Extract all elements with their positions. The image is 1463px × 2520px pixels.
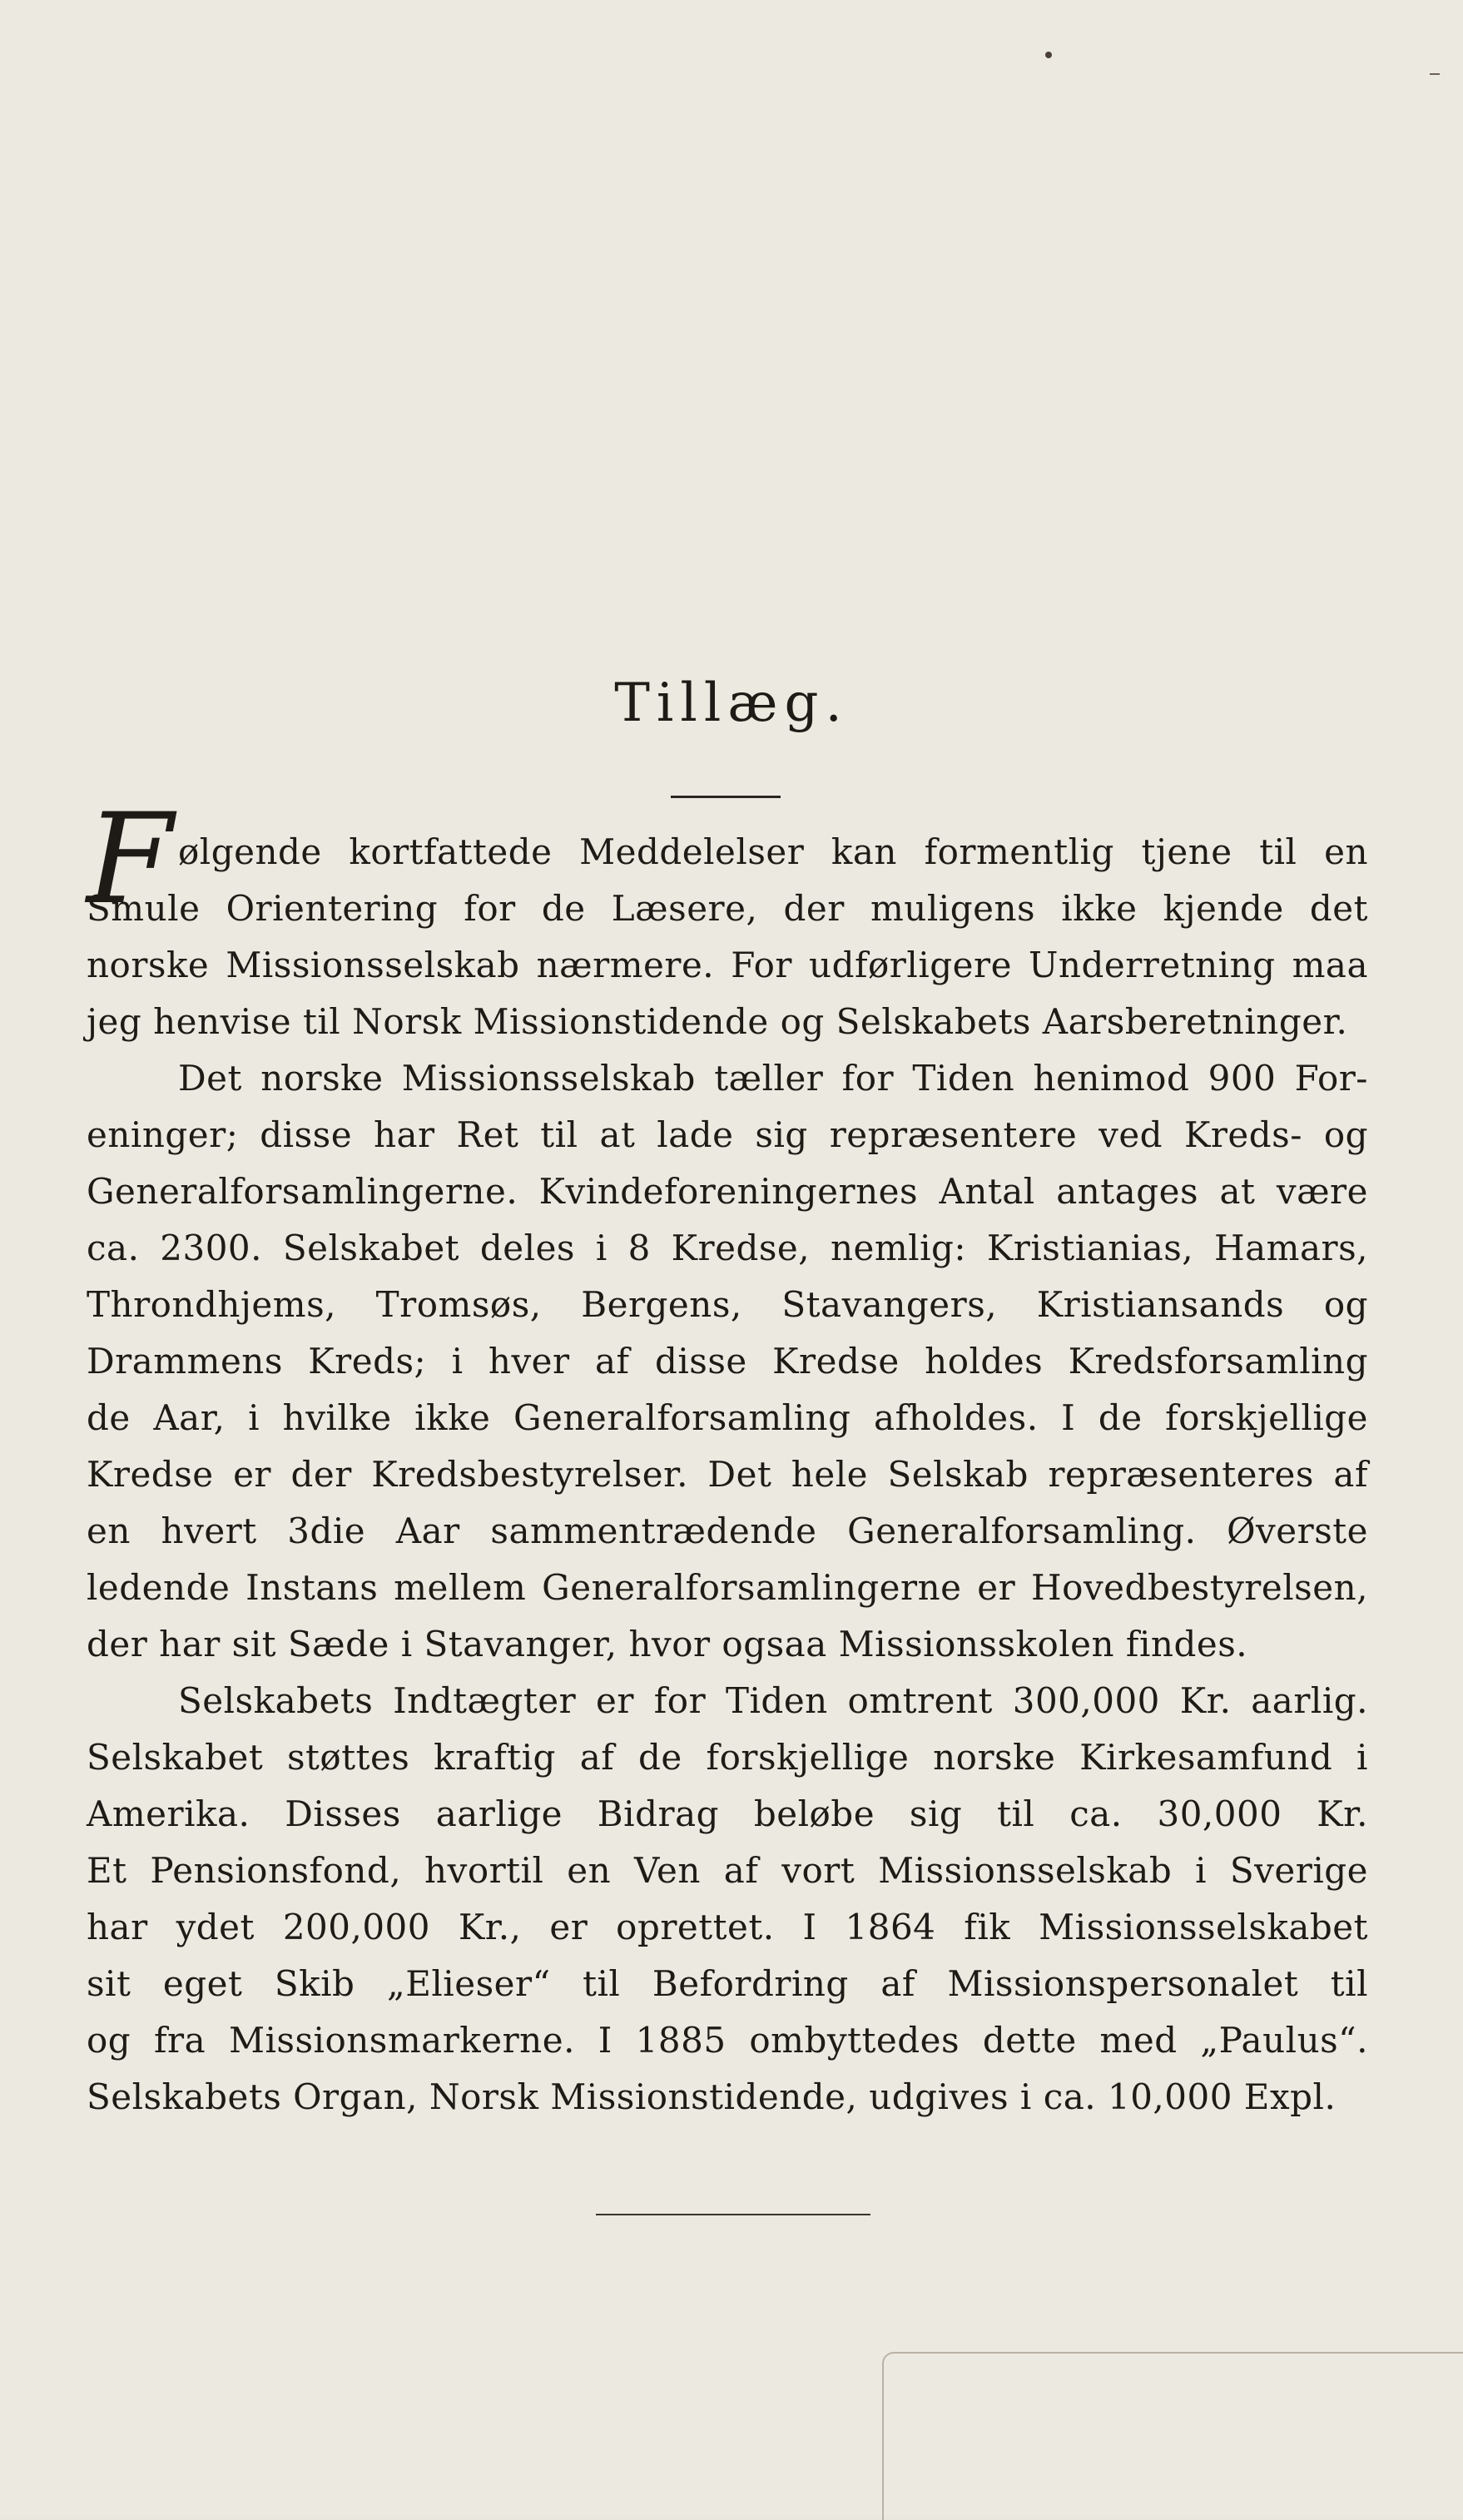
- text-line: Selskabets Organ, Norsk Missionstidende, udgives i ca. 10,000 Expl.: [87, 2076, 1337, 2117]
- text-line: en hvert 3die Aar sammentrædende Generalforsamling. Øverste: [87, 1511, 1368, 1551]
- text-line: der har sit Sæde i Stavanger, hvor ogsaa Missionsskolen findes.: [87, 1624, 1248, 1664]
- text-line: de Aar, i hvilke ikke Generalforsamling afholdes. I de forskjellige: [87, 1397, 1368, 1438]
- text-line: Et Pensionsfond, hvortil en Ven af vort Missionsselskab i Sverige: [87, 1850, 1368, 1891]
- text-line: Drammens Kreds; i hver af disse Kredse holdes Kredsforsamling: [87, 1341, 1368, 1382]
- end-rule: [596, 2214, 870, 2215]
- text-line: Kredse er der Kredsbestyrelser. Det hele Selskab repræsenteres af: [87, 1454, 1368, 1495]
- text-line: Smule Orientering for de Læsere, der muligens ikke kjende det: [87, 888, 1368, 929]
- text-line: sit eget Skib „Elieser“ til Befordring af Missionspersonalet til: [87, 1963, 1368, 2004]
- text-line: Throndhjems, Tromsøs, Bergens, Stavangers, Kristiansands og: [87, 1284, 1368, 1325]
- text-line: ca. 2300. Selskabet deles i 8 Kredse, nemlig: Kristianias, Hamars,: [87, 1228, 1368, 1268]
- drop-cap: F: [87, 787, 174, 932]
- text-line: Det norske Missionsselskab tæller for Tiden henimod 900 For-: [178, 1058, 1368, 1099]
- text-line: Generalforsamlingerne. Kvindeforeningernes Antal antages at være: [87, 1171, 1368, 1212]
- title-rule: [671, 796, 781, 798]
- ink-speck: [1045, 52, 1052, 58]
- text-line: Selskabet støttes kraftig af de forskjellige norske Kirkesamfund i: [87, 1737, 1368, 1778]
- text-line: jeg henvise til Norsk Missionstidende og Selskabets Aarsberetninger.: [87, 1001, 1348, 1042]
- text-line: Selskabets Indtægter er for Tiden omtrent 300,000 Kr. aarlig.: [178, 1680, 1368, 1721]
- edge-mark: [1430, 73, 1440, 75]
- text-line: ølgende kortfattede Meddelelser kan formentlig tjene til en: [178, 831, 1368, 872]
- text-line: eninger; disse har Ret til at lade sig repræsentere ved Kreds- og: [87, 1114, 1368, 1155]
- page-corner-frame: [882, 2352, 1463, 2520]
- text-line: har ydet 200,000 Kr., er oprettet. I 1864 fik Missionsselskabet: [87, 1907, 1368, 1947]
- text-line: ledende Instans mellem Generalforsamlingerne er Hovedbestyrelsen,: [87, 1567, 1368, 1608]
- text-line: Amerika. Disses aarlige Bidrag beløbe sig til ca. 30,000 Kr.: [87, 1793, 1368, 1834]
- page-title: Tillæg.: [614, 672, 849, 734]
- body-text: [87, 824, 1368, 2126]
- text-line: norske Missionsselskab nærmere. For udførligere Underretning maa: [87, 945, 1368, 985]
- text-line: og fra Missionsmarkerne. I 1885 ombyttedes dette med „Paulus“.: [87, 2020, 1368, 2061]
